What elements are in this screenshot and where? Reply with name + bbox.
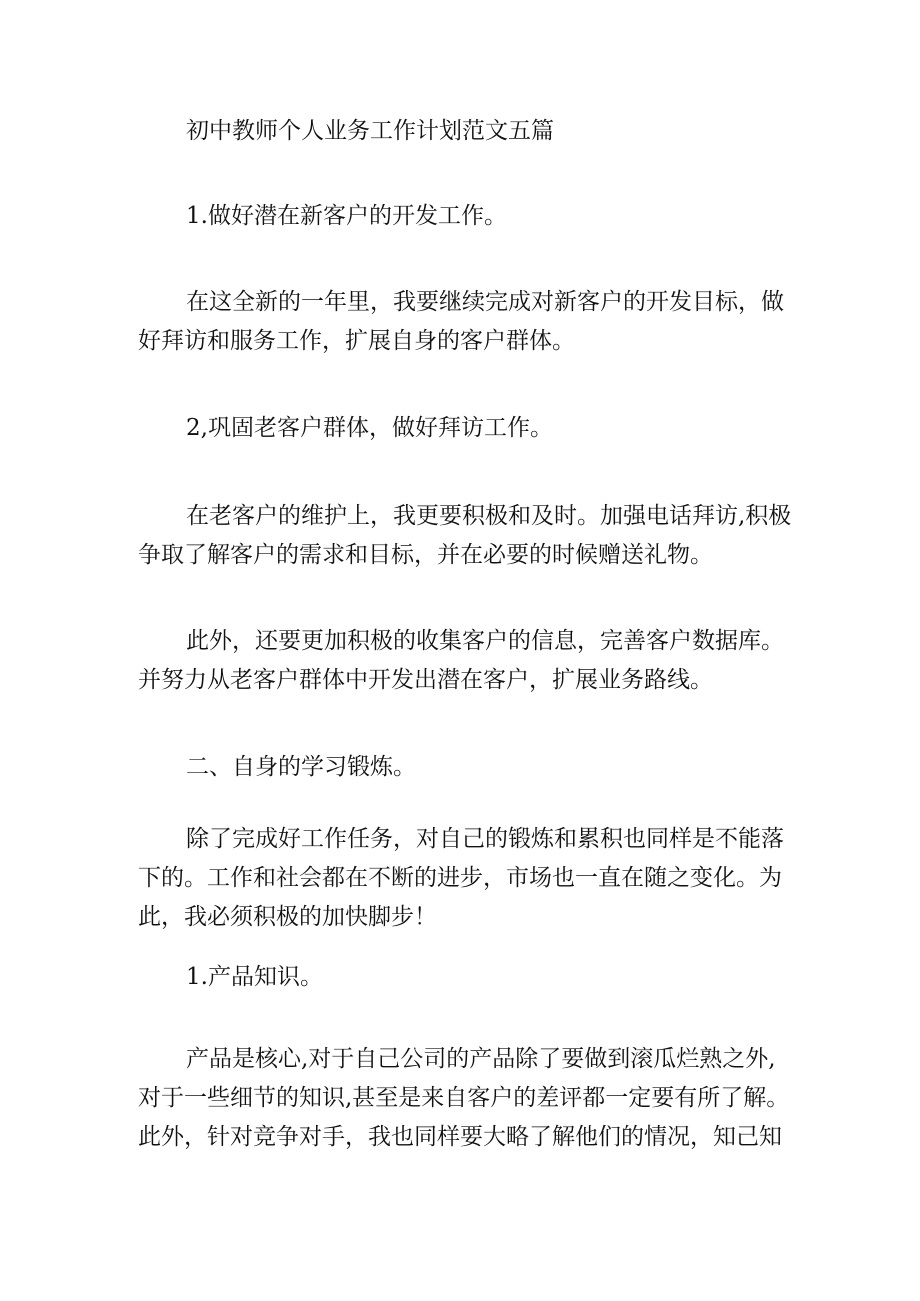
document-title: 初中教师个人业务工作计划范文五篇 — [186, 118, 554, 144]
paragraph-9: 产品是核心,对于自己公司的产品除了要做到滚瓜烂熟之外,对于一些细节的知识,甚至是来自客户的差评都一定要有所了解。此外，针对竞争对手，我也同样要大略了解他们的情况，知己知 — [138, 1046, 790, 1150]
paragraph-7: 除了完成好工作任务，对自己的锻炼和累积也同样是不能落下的。工作和社会都在不断的进步，市场也一直在随之变化。为此，我必须积极的加快脚步！ — [138, 826, 784, 930]
paragraph-1: 1.做好潜在新客户的开发工作。 — [186, 203, 507, 229]
paragraph-2: 在这全新的一年里，我要继续完成对新客户的开发目标，做好拜访和服务工作，扩展自身的客户群体。 — [138, 289, 784, 354]
paragraph-6: 二、自身的学习锻炼。 — [186, 754, 416, 780]
paragraph-3: 2,巩固老客户群体，做好拜访工作。 — [186, 415, 553, 441]
paragraph-8: 1.产品知识。 — [186, 964, 323, 990]
paragraph-5: 此外，还要更加积极的收集客户的信息，完善客户数据库。并努力从老客户群体中开发出潜在客户，扩展业务路线。 — [138, 628, 784, 693]
paragraph-4: 在老客户的维护上，我更要积极和及时。加强电话拜访,积极争取了解客户的需求和目标，并在必要的时候赠送礼物。 — [138, 503, 792, 568]
